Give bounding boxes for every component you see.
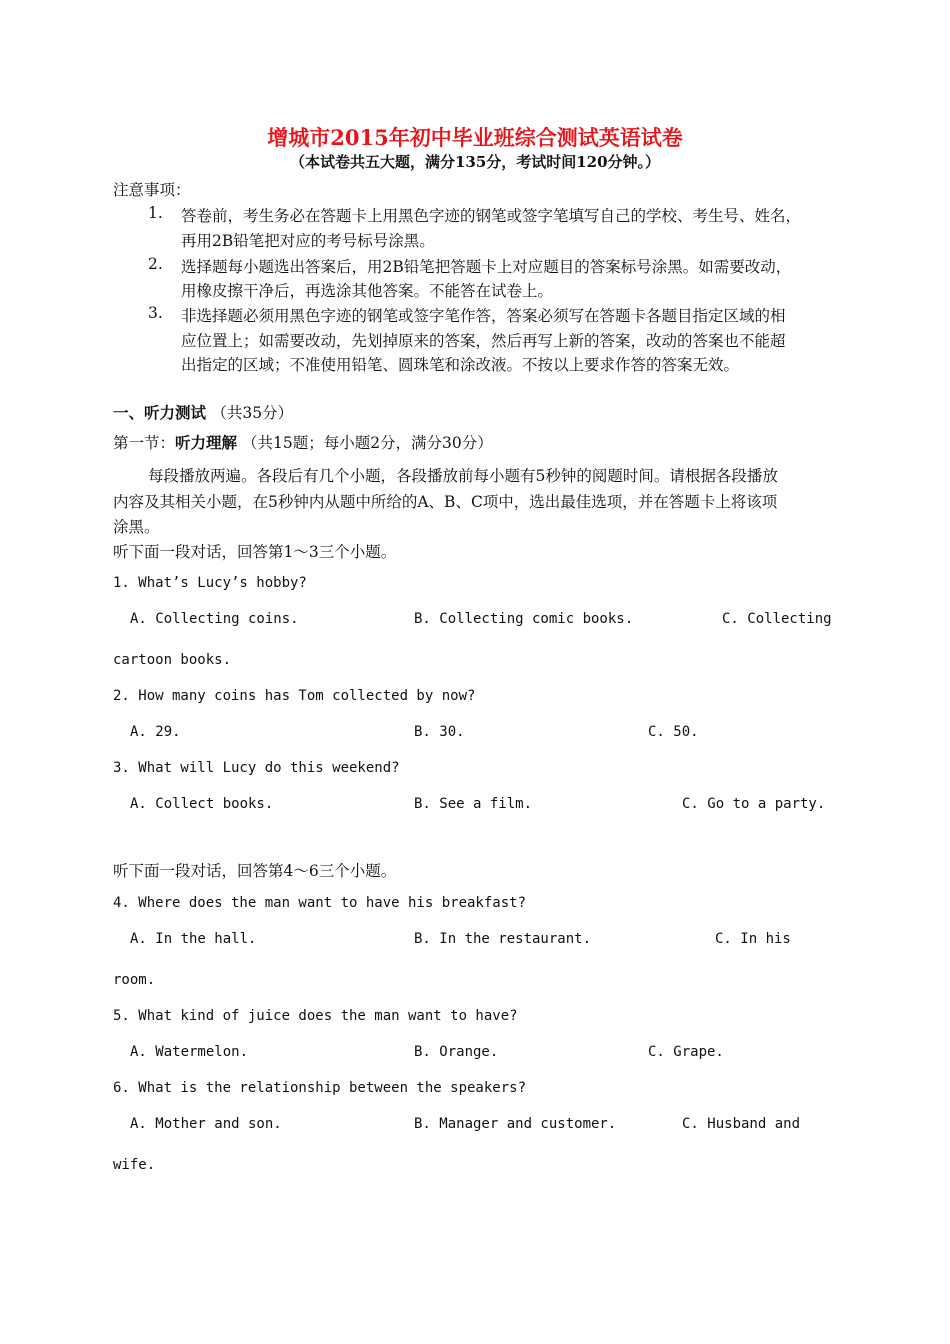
option-c: C. Go to a party. [682,796,826,812]
notice-item-number: 1. [148,204,163,222]
section-title: 一、听力测试 [113,403,207,422]
section-heading [113,401,293,423]
option-c: C. Collecting [722,611,832,627]
question-text: 4. Where does the man want to have his breakfast? [113,895,527,911]
notice-item-number: 3. [148,304,163,322]
option-a: A. 29. [130,724,181,740]
notice-item-line: 再用2B铅笔把对应的考号标号涂黑。 [181,232,435,250]
part-heading [113,431,493,453]
notice-item-line: 用橡皮擦干净后，再选涂其他答案。不能答在试卷上。 [181,282,554,300]
option-b: B. In the restaurant. [414,931,592,947]
option-b: B. 30. [414,724,465,740]
question-text: 6. What is the relationship between the speakers? [113,1080,527,1096]
part-score: （共15题；每小题2分，满分30分） [241,434,493,452]
dialogue-intro: 听下面一段对话，回答第4～6三个小题。 [113,862,397,880]
notice-item-number: 2. [148,255,163,273]
option-b: B. See a film. [414,796,533,812]
option-wrap: wife. [113,1157,156,1173]
option-a: A. Collect books. [130,796,274,812]
instruction-line: 涂黑。 [113,518,160,536]
exam-title: 增城市2015年初中毕业班综合测试英语试卷 [267,125,683,150]
dialogue-intro: 听下面一段对话，回答第1～3三个小题。 [113,543,397,561]
option-b: B. Collecting comic books. [414,611,634,627]
notice-item-line: 应位置上；如需要改动，先划掉原来的答案，然后再写上新的答案，改动的答案也不能超 [181,332,786,350]
option-a: A. Mother and son. [130,1116,282,1132]
option-a: A. In the hall. [130,931,257,947]
notice-item-line: 选择题每小题选出答案后，用2B铅笔把答题卡上对应题目的答案标号涂黑。如需要改动， [181,258,792,276]
option-c: C. Grape. [648,1044,724,1060]
option-c: C. In his [715,931,791,947]
option-c: C. 50. [648,724,699,740]
instruction-line: 内容及其相关小题，在5秒钟内从题中所给的A、B、C项中，选出最佳选项，并在答题卡上将该项 [113,493,778,511]
option-wrap: cartoon books. [113,652,232,668]
notice-item-line: 答卷前，考生务必在答题卡上用黑色字迹的钢笔或签字笔填写自己的学校、考生号、姓名， [181,207,802,225]
notice-item-line: 非选择题必须用黑色字迹的钢笔或签字笔作答，答案必须写在答题卡各题目指定区域的相 [181,307,786,325]
part-prefix: 第一节： [113,434,176,452]
option-c: C. Husband and [682,1116,801,1132]
question-text: 3. What will Lucy do this weekend? [113,760,400,776]
question-text: 1. What’s Lucy’s hobby? [113,575,307,591]
option-b: B. Manager and customer. [414,1116,617,1132]
section-score: （共35分） [211,404,294,422]
option-b: B. Orange. [414,1044,499,1060]
option-a: A. Watermelon. [130,1044,249,1060]
exam-subtitle: （本试卷共五大题，满分135分，考试时间120分钟。） [289,153,661,171]
option-wrap: room. [113,972,156,988]
option-a: A. Collecting coins. [130,611,299,627]
notice-item-line: 出指定的区域；不准使用铅笔、圆珠笔和涂改液。不按以上要求作答的答案无效。 [181,356,740,374]
part-title: 听力理解 [175,433,238,452]
notice-heading: 注意事项： [113,181,191,199]
question-text: 5. What kind of juice does the man want to have? [113,1008,518,1024]
instruction-line: 每段播放两遍。各段后有几个小题，各段播放前每小题有5秒钟的阅题时间。请根据各段播放 [148,467,778,485]
question-text: 2. How many coins has Tom collected by now? [113,688,476,704]
